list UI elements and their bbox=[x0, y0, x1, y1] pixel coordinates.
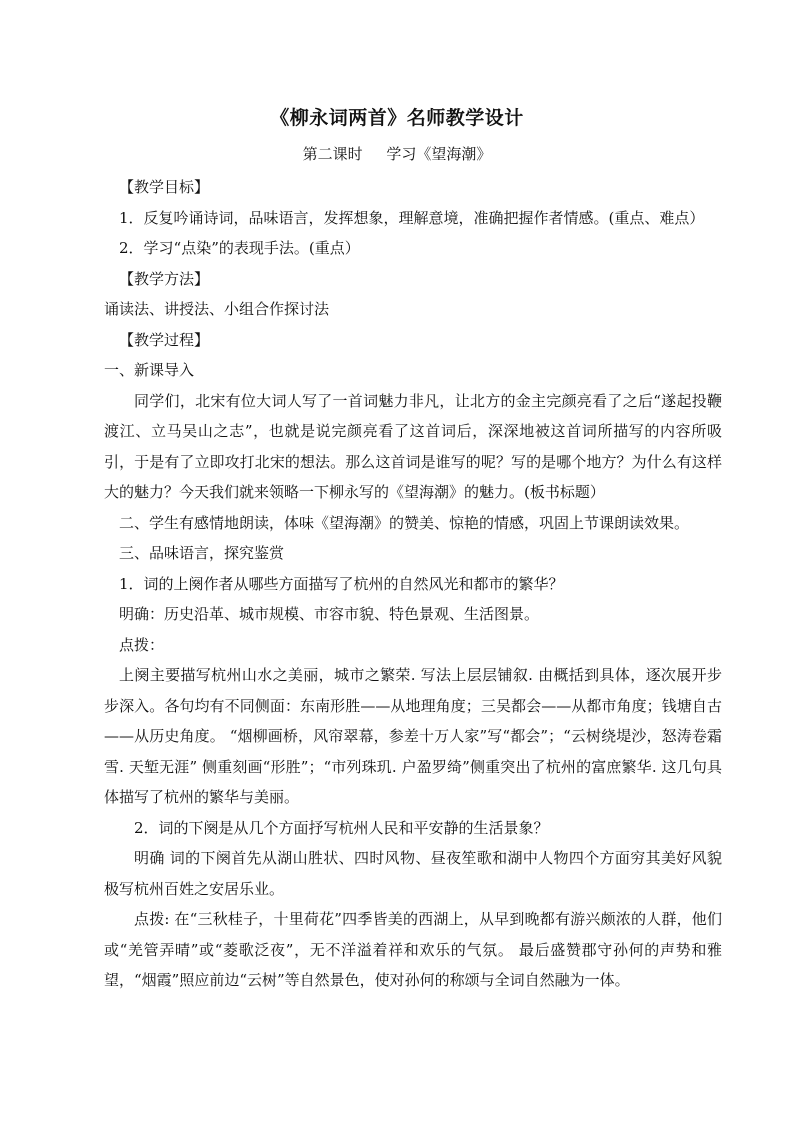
step-heading: 二、学生有感情地朗读，体味《望海潮》的赞美、惊艳的情感，巩固上节课朗读效果。 bbox=[119, 513, 690, 532]
hint-paragraph: 点拨: 在“三秋桂子，十里荷花”四季皆美的西湖上，从早到晚都有游兴颇浓的人群，他们或“羌管弄晴”或“菱歌泛夜”，无不洋溢着祥和欢乐的气氛。 最后盛赞郡守孙何的声势和雅望，“烟霞”照应前边“云树”等自然景色，使对孙何的称颂与全词自然融为一体。 bbox=[104, 910, 722, 989]
document-subtitle: 第二课时 学习《望海潮》 bbox=[302, 145, 492, 163]
body-paragraph: 上阕主要描写杭州山水之美丽，城市之繁荣. 写法上层层铺叙. 由概括到具体，逐次展开步步深入。各句均有不同侧面：东南形胜——从地理角度；三吴都会——从都市角度；钱塘自古——从历史角度。 “烟柳画桥，风帘翠幕，参差十万人家”写“都会”；“云树绕堤沙，怒涛卷霜雪. 天堑无涯” 侧重刻画“形胜”；“市列珠玑. 户盈罗绮”侧重突出了杭州的富庶繁华. 这几句具体描写了杭州的繁华与美丽。 bbox=[104, 666, 722, 806]
section-heading-process: 【教学过程】 bbox=[119, 330, 210, 349]
question-item: 1．词的上阕作者从哪些方面描写了杭州的自然风光和都市的繁华？ bbox=[119, 574, 564, 593]
objective-item: 1．反复吟诵诗词，品味语言，发挥想象，理解意境，准确把握作者情感。(重点、难点） bbox=[119, 208, 705, 227]
section-heading-objectives: 【教学目标】 bbox=[119, 178, 210, 196]
section-heading-methods: 【教学方法】 bbox=[119, 269, 210, 288]
step-heading: 三、品味语言，探究鉴赏 bbox=[119, 544, 285, 562]
hint-label: 点拨： bbox=[119, 635, 165, 654]
objective-item: 2．学习“点染”的表现手法。(重点） bbox=[119, 239, 360, 257]
document-body bbox=[104, 172, 722, 996]
methods-text: 诵读法、讲授法、小组合作探讨法 bbox=[104, 300, 330, 318]
body-paragraph: 同学们，北宋有位大词人写了一首词魅力非凡，让北方的金主完颜亮看了之后“遂起投鞭渡江、立马吴山之志”，也就是说完颜亮看了这首词后，深深地被这首词所描写的内容所吸引，于是有了立即攻打北宋的想法。那么这首词是谁写的呢？写的是哪个地方？为什么有这样大的魅力？今天我们就来领略一下柳永写的《望海潮》的魅力。(板书标题） bbox=[104, 391, 722, 501]
document-title: 《柳永词两首》名师教学设计 bbox=[270, 107, 524, 129]
answer-paragraph: 明确：历史沿革、城市规模、市容市貌、特色景观、生活图景。 bbox=[119, 605, 540, 623]
question-item: 2．词的下阕是从几个方面抒写杭州人民和平安静的生活景象？ bbox=[134, 818, 549, 837]
answer-paragraph: 明确 词的下阕首先从湖山胜状、四时风物、昼夜笙歌和湖中人物四个方面穷其美好风貌极写杭州百姓之安居乐业。 bbox=[104, 849, 722, 898]
step-heading: 一、新课导入 bbox=[104, 361, 195, 379]
